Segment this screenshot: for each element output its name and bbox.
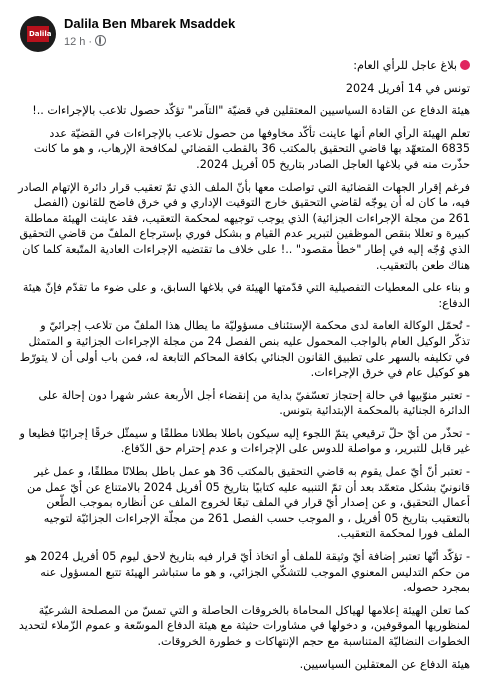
post-paragraph-8: - تحذّر من أيّ حلّ ترقيعي يتمّ اللجوء إليه سيكون باطلا بطلانا مطلقًا و سيمثّل خرقًا إجرائيًا فظيعا و غير قابل للتبرير، و مواصلة للدوس على الإجراءات و عدم إحترام حق الدّفاع. — [19, 426, 470, 456]
red-circle-icon — [460, 60, 470, 70]
post-meta — [64, 35, 106, 48]
post-paragraph-11: كما تعلن الهيئة إعلامها لهياكل المحاماة بالخروقات الحاصلة و التي تمسّ من المصلحة الشرعيّة لمنظوريها الموقوفين، و دخولها في مشاورات حثيثة مع هيئة الدفاع الموسّعة و عموم الزّملاء لتحديد الخطوات النضاليّة المتناسبة مع حجم الإنتهاكات و خطورة الخروقات. — [18, 603, 470, 648]
meta-separator: · — [88, 36, 93, 48]
post-paragraph-0: بلاغ عاجل للرأي العام: — [18, 58, 470, 74]
post-paragraph-1: تونس في 14 أفريل 2024 — [345, 81, 470, 95]
post-time[interactable]: 12 h — [64, 36, 86, 48]
avatar[interactable] — [20, 16, 56, 52]
post-paragraph-10: - تؤكّد أنّها تعتبر إضافة أيّ وثيقة للملف أو اتخاذ أيّ قرار فيه بتاريخ لاحق ليوم 05 أفريل 2024 هو من حكم التدليس المعنوي الموجب للتشكّي الجزائي، و هو ما ستباشر الهيئة تتبع المسؤول عنه بمجرد حصوله. — [25, 550, 470, 595]
post-paragraph-7: - تعتبر منوّبيها في حالة إحتجاز تعسّفيّ بداية من إنقضاء أجل الأربعة عشر شهرا دون إحالة على الدائرة الجنائية بالمحكمة الإبتدائية بتونس. — [38, 388, 470, 418]
post-paragraph-2: هيئة الدفاع عن القادة السياسيين المعتقلين في قضيّة "التآمر" تؤكّد حصول تلاعب بالإجراءات ..! — [32, 104, 470, 118]
post-signature: هيئة الدفاع عن المعتقلين السياسيين. — [299, 657, 470, 671]
avatar-logo: Dalila — [27, 26, 49, 42]
globe-icon[interactable] — [95, 35, 106, 46]
post-paragraph-9: - تعتبر أنّ أيّ عمل يقوم به قاضي التحقيق بالمكتب 36 هو عمل باطل بطلانًا مطلقًا، و عمل غير قانونيّ بشكل متعمّد بعد أن تمّ التنبيه عليه كتابيًا بتاريخ 05 أفريل 2024 بالامتناع عن أيّ عمل من أعمال التحقيق، و عن إصدار أيّ قرار في الملف تبعًا لخروج الملف عن أنظاره بموجب الطّعن بالتعقيب بتاريخ 05 أفريل ، و الموجب حسب الفصل 261 من مجلّة الإجراءات الجزائيّة لتوجيه الملف فورا لمحكمة التعقيب. — [27, 465, 470, 541]
post-paragraph-4: فرغم إقرار الجهات القضائية التي تواصلت معها بأنّ الملف الذي تمّ تعقيب قرار دائرة الإتهام الصادر فيه، ما كان له أن يوجّه لقاضي التحقيق خارج التوقيت الإداري و في خرق فاضح للقانون (الفصل 261 من مجلة الإجراءات الجزائية) الذي يوجب توجيهه لمحكمة التعقيب، فقد عاينت الهيئة مماطلة كبيرة و تعللا بنقص الموظفين لتبرير عدم القيام و بشكل فوري بإسترجاع الملفّ من قاضي التحقيق الذي وُجّه إليه في إطار "خطأ مقصود" ..! على خلاف ما تقتضيه الإجراءات العادية المتّبعة كلما كان هناك طعن بالتعقيب. — [18, 180, 470, 272]
post-body — [18, 58, 470, 679]
post-paragraph-6: - تُحمّل الوكالة العامة لدى محكمة الإستئناف مسؤوليّة ما يطال هذا الملفّ من تلاعب إجرائيّ و تذكّر الوكيل العام بالواجب المحمول عليه بنص الفصل 24 من مجلة الإجراءات الجزائية و المتمثل في تكليفه بالسهر على تطبيق القانون الجنائي بكافة المحاكم التابعة له، فمن باب أولى أن لا يتورّط هو كوكيل عام في خرق الإجراءات. — [19, 319, 470, 380]
post-header — [20, 16, 470, 52]
author-name[interactable]: Dalila Ben Mbarek Msaddek — [64, 16, 236, 31]
post-paragraph-5: و بناء على المعطيات التفصيلية التي قدّمتها الهيئة في بلاغها السابق، و على ضوء ما تقدّم فإنّ هيئة الدفاع: — [22, 281, 470, 310]
post-paragraph-3: تعلم الهيئة الرأي العام أنها عاينت تأكّد مخاوفها من حصول تلاعب بالإجراءات في القضيّة عدد 6835 المتعهّد بها قاضي التحقيق بالمكتب 36 بالقطب القضائي لمكافحة الإرهاب، و هو ما كانت حذّرت منه في بلاغها العاجل الصادر بتاريخ 05 أفريل 2024. — [33, 126, 470, 171]
